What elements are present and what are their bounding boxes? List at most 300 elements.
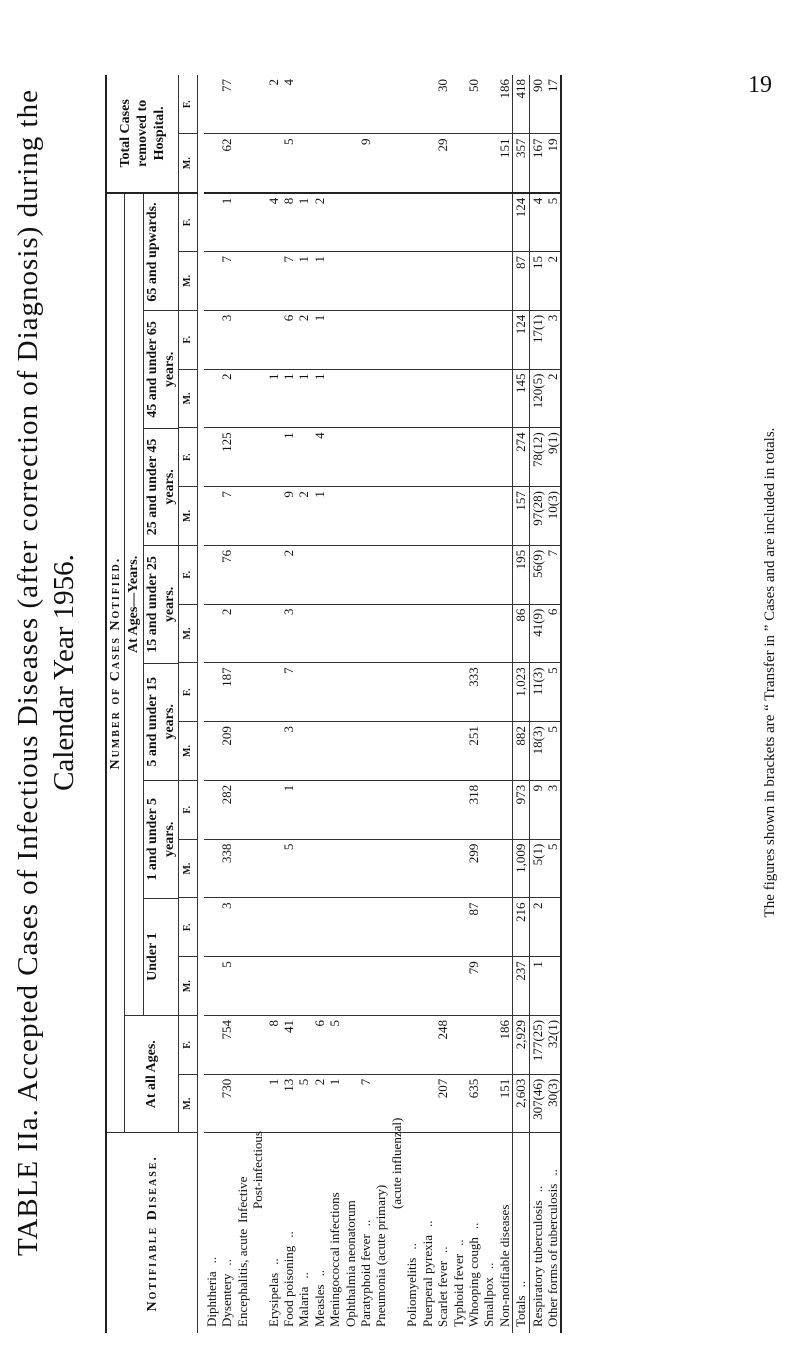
disease-name: Puerperal pyrexia <box>419 1234 435 1327</box>
value-cell: 754 <box>219 1015 234 1074</box>
value-cell: 2 <box>529 898 545 957</box>
age-1to5: 1 and under 5 years. <box>144 781 178 898</box>
table-row <box>327 75 342 1333</box>
value-cell <box>327 780 342 839</box>
value-cell <box>404 839 419 898</box>
value-cell: 274 <box>513 428 529 487</box>
value-cell <box>327 75 342 134</box>
value-cell <box>235 75 250 134</box>
male-col-header: M. <box>179 134 198 193</box>
value-cell <box>451 75 466 134</box>
disease-name: Poliomyelitis <box>404 1257 420 1327</box>
value-cell <box>435 252 450 311</box>
disease-name-cell <box>404 1133 419 1333</box>
value-cell: 10(3) <box>545 487 561 546</box>
value-cell: 76 <box>219 545 234 604</box>
value-cell <box>389 369 404 428</box>
value-cell <box>404 134 419 193</box>
value-cell <box>250 957 265 1016</box>
value-cell <box>481 663 496 722</box>
value-cell <box>327 898 342 957</box>
leader-dots: .. <box>450 1239 466 1246</box>
value-cell <box>343 545 358 604</box>
value-cell <box>435 428 450 487</box>
value-cell <box>481 310 496 369</box>
disease-name-cell <box>373 1133 388 1333</box>
value-cell <box>327 545 342 604</box>
value-cell <box>204 839 219 898</box>
table-row <box>545 75 561 1333</box>
disease-name-cell <box>388 1117 404 1333</box>
value-cell <box>312 545 327 604</box>
value-cell <box>204 722 219 781</box>
value-cell <box>466 369 481 428</box>
value-cell <box>204 957 219 1016</box>
value-cell <box>373 369 388 428</box>
value-cell <box>404 369 419 428</box>
value-cell: 5 <box>281 134 296 193</box>
value-cell <box>373 780 388 839</box>
value-cell <box>373 487 388 546</box>
disease-name: Measles <box>311 1284 327 1327</box>
value-cell: 1,009 <box>513 839 529 898</box>
value-cell <box>343 604 358 663</box>
value-cell <box>481 839 496 898</box>
number-notified-header: Number of Cases Notified. <box>106 193 125 1133</box>
value-cell <box>451 722 466 781</box>
value-cell: 882 <box>513 722 529 781</box>
value-cell <box>497 839 513 898</box>
value-cell <box>266 545 281 604</box>
value-cell <box>373 193 388 252</box>
value-cell <box>327 604 342 663</box>
value-cell <box>481 957 496 1016</box>
value-cell <box>327 663 342 722</box>
value-cell <box>497 545 513 604</box>
table-row <box>497 75 513 1333</box>
value-cell <box>420 428 435 487</box>
disease-name-cell <box>281 1133 296 1333</box>
value-cell <box>404 722 419 781</box>
value-cell: 1 <box>281 428 296 487</box>
value-cell <box>312 604 327 663</box>
disease-name: Ophthalmia neonatorum <box>342 1200 358 1327</box>
male-col-header: M. <box>179 839 198 898</box>
value-cell <box>358 663 373 722</box>
value-cell <box>373 428 388 487</box>
value-cell: 1 <box>281 369 296 428</box>
value-cell <box>420 487 435 546</box>
value-cell: 237 <box>513 957 529 1016</box>
value-cell: 2 <box>296 487 311 546</box>
value-cell <box>235 134 250 193</box>
value-cell: 97(28) <box>529 487 545 546</box>
leader-dots: .. <box>281 1231 297 1238</box>
female-col-header: F. <box>179 428 198 487</box>
value-cell <box>497 722 513 781</box>
value-cell <box>451 898 466 957</box>
value-cell <box>451 193 466 252</box>
disease-name: Encephalitis, acute <box>234 1228 250 1327</box>
value-cell <box>451 310 466 369</box>
table-title: TABLE IIa. Accepted Cases of Infectious Diseases (after correction of Diagnosis) during the <box>12 89 44 1256</box>
value-cell <box>481 780 496 839</box>
value-cell <box>373 1074 388 1133</box>
value-cell <box>497 663 513 722</box>
leader-dots: .. <box>204 1256 219 1264</box>
value-cell <box>451 369 466 428</box>
value-cell <box>204 898 219 957</box>
value-cell: 1 <box>312 310 327 369</box>
value-cell <box>204 1015 219 1074</box>
value-cell: 2 <box>266 75 281 134</box>
disease-name-cell <box>435 1133 450 1333</box>
value-cell <box>204 663 219 722</box>
value-cell <box>343 310 358 369</box>
value-cell: 50 <box>466 75 481 134</box>
value-cell: 5 <box>545 193 561 252</box>
value-cell: 62 <box>219 134 234 193</box>
value-cell <box>373 1015 388 1074</box>
value-cell <box>296 134 311 193</box>
disease-name-cell <box>327 1133 342 1333</box>
value-cell: 17 <box>545 75 561 134</box>
value-cell: 18(3) <box>529 722 545 781</box>
value-cell: 5 <box>296 1074 311 1133</box>
disease-name: Typhoid fever <box>450 1253 466 1327</box>
value-cell: 418 <box>513 75 529 134</box>
disease-name-cell <box>219 1133 234 1333</box>
value-cell <box>266 957 281 1016</box>
disease-name-cell <box>204 1133 219 1333</box>
leader-dots: .. <box>265 1258 281 1265</box>
value-cell <box>420 310 435 369</box>
value-cell: 4 <box>529 193 545 252</box>
value-cell <box>466 252 481 311</box>
value-cell: 338 <box>219 839 234 898</box>
value-cell: 5 <box>219 957 234 1016</box>
value-cell: 29 <box>435 134 450 193</box>
value-cell <box>420 839 435 898</box>
value-cell: 333 <box>466 663 481 722</box>
value-cell <box>451 252 466 311</box>
value-cell <box>389 193 404 252</box>
value-cell <box>373 252 388 311</box>
value-cell <box>466 545 481 604</box>
value-cell: 87 <box>466 898 481 957</box>
value-cell: 2 <box>296 310 311 369</box>
value-cell <box>373 75 388 134</box>
value-cell <box>451 839 466 898</box>
value-cell <box>250 369 265 428</box>
disease-name-cell <box>513 1133 529 1333</box>
value-cell: 635 <box>466 1074 481 1133</box>
value-cell <box>435 722 450 781</box>
value-cell <box>235 545 250 604</box>
disease-name-cell <box>343 1133 358 1333</box>
age-25to45: 25 and under 45 years. <box>144 429 178 546</box>
table-row <box>389 75 404 1333</box>
value-cell: 251 <box>466 722 481 781</box>
female-col-header: F. <box>179 663 198 722</box>
table-row <box>204 75 219 1333</box>
value-cell: 1 <box>219 193 234 252</box>
value-cell <box>497 898 513 957</box>
value-cell <box>204 604 219 663</box>
value-cell <box>312 957 327 1016</box>
table-row <box>466 75 481 1333</box>
table-row <box>481 75 496 1333</box>
disease-name: Non-notifiable diseases <box>496 1204 512 1327</box>
page-number: 19 <box>748 72 772 98</box>
value-cell <box>358 193 373 252</box>
value-cell <box>358 839 373 898</box>
disease-subtype: (acute influenzal) <box>388 1117 404 1209</box>
value-cell <box>235 957 250 1016</box>
value-cell <box>266 310 281 369</box>
value-cell <box>404 780 419 839</box>
value-cell: 7 <box>545 545 561 604</box>
value-cell <box>327 957 342 1016</box>
disease-name-cell <box>545 1133 561 1333</box>
value-cell <box>204 545 219 604</box>
value-cell <box>420 252 435 311</box>
value-cell <box>312 663 327 722</box>
value-cell <box>250 1074 265 1133</box>
value-cell: 32(1) <box>545 1015 561 1074</box>
value-cell <box>281 957 296 1016</box>
value-cell: 1 <box>281 780 296 839</box>
value-cell <box>343 957 358 1016</box>
value-cell <box>250 663 265 722</box>
value-cell <box>435 193 450 252</box>
value-cell <box>235 1074 250 1133</box>
value-cell <box>235 780 250 839</box>
value-cell: 1 <box>266 369 281 428</box>
disease-name-cell <box>296 1133 311 1333</box>
value-cell <box>250 134 265 193</box>
value-cell <box>358 1015 373 1074</box>
value-cell: 151 <box>497 134 513 193</box>
value-cell <box>466 487 481 546</box>
value-cell <box>420 722 435 781</box>
cases-table-container <box>105 75 562 1333</box>
leader-dots: .. <box>435 1246 451 1253</box>
value-cell <box>250 252 265 311</box>
age-45to65: 45 and under 65 years. <box>144 311 178 428</box>
disease-name: Respiratory tuberculosis <box>529 1200 545 1327</box>
value-cell <box>404 545 419 604</box>
value-cell: 2,929 <box>513 1015 529 1074</box>
value-cell <box>435 898 450 957</box>
value-cell <box>481 545 496 604</box>
value-cell: 15 <box>529 252 545 311</box>
value-cell <box>343 252 358 311</box>
leader-dots: .. <box>513 1280 529 1288</box>
value-cell <box>250 604 265 663</box>
value-cell <box>451 134 466 193</box>
value-cell <box>481 1074 496 1133</box>
value-cell <box>404 604 419 663</box>
value-cell <box>204 1074 219 1133</box>
value-cell <box>466 134 481 193</box>
value-cell: 145 <box>513 369 529 428</box>
value-cell <box>389 134 404 193</box>
value-cell <box>204 193 219 252</box>
value-cell <box>358 898 373 957</box>
value-cell <box>389 839 404 898</box>
value-cell: 207 <box>435 1074 450 1133</box>
value-cell <box>358 75 373 134</box>
value-cell <box>343 722 358 781</box>
female-col-header: F. <box>179 1015 198 1074</box>
value-cell: 1 <box>266 1074 281 1133</box>
leader-dots: .. <box>529 1185 545 1193</box>
value-cell <box>296 545 311 604</box>
value-cell <box>435 369 450 428</box>
leader-dots: .. <box>296 1272 312 1279</box>
value-cell <box>481 1015 496 1074</box>
female-col-header: F. <box>179 898 198 957</box>
value-cell <box>466 193 481 252</box>
value-cell <box>420 957 435 1016</box>
value-cell <box>327 839 342 898</box>
value-cell: 87 <box>513 252 529 311</box>
value-cell: 1 <box>312 487 327 546</box>
disease-name: Dysentery <box>219 1273 235 1327</box>
value-cell: 9 <box>529 780 545 839</box>
value-cell <box>250 722 265 781</box>
value-cell: 120(5) <box>529 369 545 428</box>
at-ages-label: At Ages—Years. <box>125 194 144 1015</box>
value-cell <box>312 780 327 839</box>
value-cell: 86 <box>513 604 529 663</box>
value-cell <box>373 604 388 663</box>
value-cell <box>343 839 358 898</box>
value-cell: 357 <box>513 134 529 193</box>
value-cell <box>250 545 265 604</box>
value-cell <box>266 722 281 781</box>
value-cell <box>204 75 219 134</box>
age-15to25: 15 and under 25 years. <box>144 546 178 663</box>
value-cell: 4 <box>266 193 281 252</box>
value-cell <box>451 663 466 722</box>
value-cell <box>343 1074 358 1133</box>
value-cell: 3 <box>545 310 561 369</box>
value-cell: 30(3) <box>545 1074 561 1133</box>
disease-name-cell <box>497 1133 513 1333</box>
value-cell <box>235 310 250 369</box>
value-cell: 2 <box>545 252 561 311</box>
female-col-header: F. <box>179 545 198 604</box>
disease-name-cell <box>481 1133 496 1333</box>
value-cell <box>266 428 281 487</box>
value-cell <box>204 252 219 311</box>
disease-header: Notifiable Disease. <box>144 1155 160 1312</box>
value-cell <box>451 1074 466 1133</box>
value-cell: 167 <box>529 134 545 193</box>
value-cell <box>404 663 419 722</box>
value-cell: 177(25) <box>529 1015 545 1074</box>
value-cell <box>266 780 281 839</box>
value-cell: 5 <box>545 722 561 781</box>
value-cell <box>235 369 250 428</box>
value-cell <box>481 722 496 781</box>
value-cell <box>481 134 496 193</box>
footnote: The figures shown in brackets are “ Transfer in ” Cases and are included in totals. <box>762 427 778 918</box>
female-col-header: F. <box>179 310 198 369</box>
value-cell <box>389 604 404 663</box>
male-col-header: M. <box>179 957 198 1016</box>
value-cell: 3 <box>281 722 296 781</box>
value-cell <box>404 252 419 311</box>
value-cell: 17(1) <box>529 310 545 369</box>
table-row <box>513 75 529 1333</box>
value-cell: 8 <box>281 193 296 252</box>
value-cell: 2,603 <box>513 1074 529 1133</box>
value-cell <box>296 663 311 722</box>
at-ages-header <box>125 193 179 1016</box>
disease-subtype: Post-infectious <box>250 1131 266 1209</box>
value-cell <box>281 898 296 957</box>
disease-name-cell <box>250 1133 265 1333</box>
value-cell <box>373 839 388 898</box>
value-cell <box>420 134 435 193</box>
value-cell <box>481 898 496 957</box>
value-cell <box>266 134 281 193</box>
value-cell <box>250 310 265 369</box>
value-cell <box>497 310 513 369</box>
value-cell <box>343 780 358 839</box>
value-cell <box>343 487 358 546</box>
value-cell: 9 <box>281 487 296 546</box>
value-cell <box>343 1015 358 1074</box>
value-cell <box>389 663 404 722</box>
value-cell <box>451 487 466 546</box>
value-cell: 248 <box>435 1015 450 1074</box>
value-cell <box>235 663 250 722</box>
value-cell <box>497 604 513 663</box>
value-cell <box>497 780 513 839</box>
value-cell <box>435 604 450 663</box>
table-row <box>296 75 311 1333</box>
value-cell: 6 <box>281 310 296 369</box>
disease-name-cell <box>420 1133 435 1333</box>
value-cell <box>389 310 404 369</box>
value-cell: 7 <box>219 252 234 311</box>
value-cell <box>389 75 404 134</box>
leader-dots: .. <box>219 1259 235 1266</box>
value-cell: 30 <box>435 75 450 134</box>
value-cell <box>451 957 466 1016</box>
value-cell <box>545 957 561 1016</box>
value-cell <box>358 545 373 604</box>
value-cell: 307(46) <box>529 1074 545 1133</box>
value-cell <box>327 310 342 369</box>
value-cell <box>435 839 450 898</box>
value-cell: 90 <box>529 75 545 134</box>
value-cell <box>250 75 265 134</box>
value-cell <box>420 1015 435 1074</box>
age-group-headers <box>144 194 178 1015</box>
value-cell <box>266 252 281 311</box>
value-cell <box>389 898 404 957</box>
value-cell <box>435 957 450 1016</box>
value-cell <box>404 75 419 134</box>
value-cell: 3 <box>281 604 296 663</box>
value-cell <box>373 545 388 604</box>
disease-name: Smallpox <box>481 1277 497 1327</box>
